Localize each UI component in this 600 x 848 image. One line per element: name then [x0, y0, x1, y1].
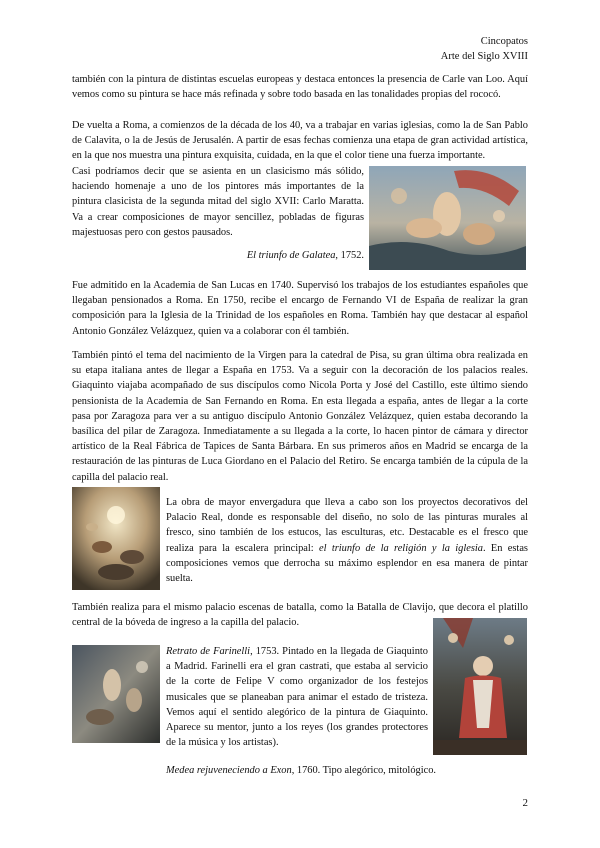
- palacio-real-text-end: . En estas composiciones vemos que derrocha su máximo esplendor en esa manera de pintar suelta.: [166, 542, 528, 585]
- farinelli-title: Retrato de Farinelli: [166, 646, 251, 657]
- triunfo-religion-fresco-image: [72, 487, 160, 590]
- medea-painting-image: [72, 645, 160, 743]
- medea-text: , 1760. Tipo alegórico, mitológico.: [291, 765, 436, 776]
- page-header: [441, 34, 528, 64]
- header-site: Cincopatos: [480, 36, 528, 47]
- caption-galatea-title: El triunfo de Galatea: [246, 250, 336, 261]
- medea-title: Medea rejuveneciendo a Exon: [166, 765, 292, 776]
- paragraph-academia-san-lucas: Fue admitido en la Academia de San Lucas en 1740. Supervisó los trabajos de los estudiantes españoles que llegaban pensionados a Roma. En 1750, recibe el encargo de Fernando VI de España de realizar la gran composición para la Iglesia de la Trinidad de los españoles en Roma. También hay que destacar al español Antonio González Velázquez, quien va a colaborar con él también.: [72, 280, 528, 337]
- caption-galatea: [72, 248, 364, 263]
- paragraph-pisa-espana: También pintó el tema del nacimiento de la Virgen para la catedral de Pisa, su gran última obra realizada en su etapa italiana antes de llegar a España en 1753. Va a seguir con la decoración de los palacios reales. Giaquinto viajaba acompañado de sus discípulos como Nicola Porta y José del Castillo, este último siendo pensionista de la Academia de San Fernando en Roma. En esta llegada a españa, antes de llegar a la corte pasa por Zaragoza para ver a su antiguo discípulo Antonio González Velázquez, quien estaba decorando la basílica del pilar de Zaragoza. Inmediatamente a su llegada a la corte, lo hacen pintor de cámara y director artístico de la Real Fábrica de Tapices de Santa Bárbara. En sus primeros años en Madrid se encarga de la restauración de las pinturas de Luca Giordano en el Palacio del Retiro. Se encarga también de la cúpula de la capilla del palacio real.: [72, 350, 528, 483]
- farinelli-text: , 1753. Pintado en la llegada de Giaquinto a Madrid. Farinelli era el gran castrati, que estaba al servicio de la corte de Felipe V como organizador de los festejos musicales que se planeaban para animar el estado de tristeza. Vemos aquí el sentido alegórico de la pintura de Giaquinto. Aparece su mentor, junto a los reyes (los grandes protectores de la música y los artistas).: [166, 646, 428, 749]
- triunfo-religion-title: el triunfo de la religión y la iglesia: [319, 542, 483, 554]
- paragraph-carle-van-loo: también con la pintura de distintas escuelas europeas y destaca entonces la presencia de Carle van Loo. Aquí vemos como su pintura se hace más refinada y sobre todo basada en las tonalidades propias del rococó.: [72, 74, 528, 101]
- paragraph-farinelli: [166, 644, 428, 750]
- paragraph-return-rome: De vuelta a Roma, a comienzos de la década de los 40, va a trabajar en varias iglesias, como la de San Pablo de Calavita, o la de Jesús de Jerusalén. A partir de esas fechas comienza una etapa de gran actividad artística, en la que nos muestra una pintura exquisita, cuidada, en la que el color tiene una fuerza importante.: [72, 120, 528, 162]
- page-number: 2: [522, 797, 528, 809]
- caption-galatea-year: , 1752.: [335, 250, 364, 261]
- galatea-painting-image: [369, 166, 526, 270]
- header-subject: Arte del Siglo XVIII: [440, 51, 528, 62]
- paragraph-batalla-clavijo: También realiza para el mismo palacio escenas de batalla, como la Batalla de Clavijo, que decora el platillo central de la bóveda de ingreso a la capilla del palacio.: [72, 602, 528, 629]
- paragraph-palacio-real: [166, 495, 528, 586]
- caption-medea: [166, 763, 528, 778]
- palacio-real-text: La obra de mayor envergadura que lleva a cabo son los proyectos decorativos del Palacio Real, donde es responsable del diseño, no solo de las pinturas murales al fresco, sino también de los estucos, las esculturas, etc. Destacable es el fresco que realiza para la escalera principal:: [166, 497, 528, 554]
- farinelli-portrait-image: [433, 618, 527, 755]
- paragraph-clasicismo: Casi podríamos decir que se asienta en un clasicismo más sólido, haciendo homenaje a uno de los pintores más importantes de la pintura clasicista de la segunda mitad del siglo XVII: Carlo Maratta. Va a crear composiciones de mayor sencillez, pobladas de figuras majestuosas pero con gestos pausados.: [72, 166, 364, 238]
